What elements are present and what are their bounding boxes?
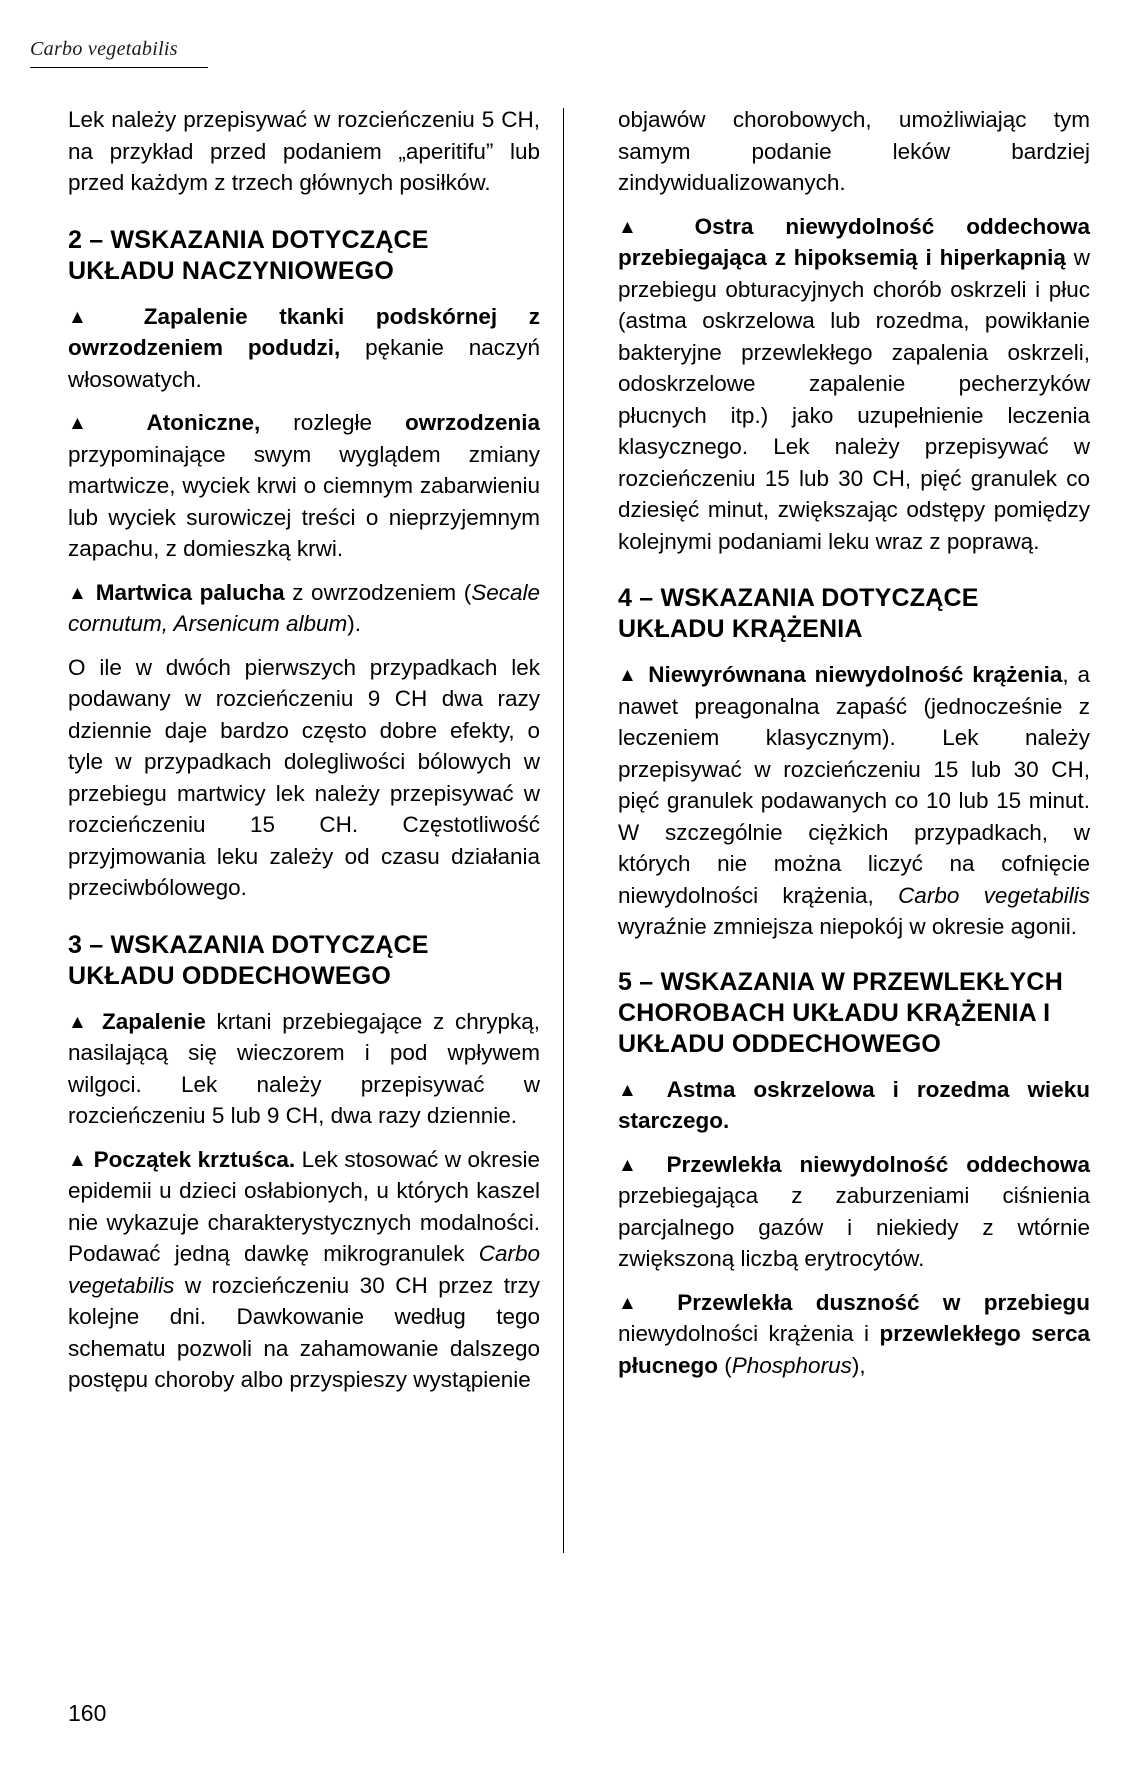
page-number: 160	[68, 1700, 107, 1726]
left-column	[68, 104, 540, 1397]
paragraph: O ile w dwóch pierwszych przypadkach lek podawany w rozcieńczeniu 9 CH dwa razy dziennie daje bardzo często dobre efekty, o tyle w przypadkach dolegliwości bólowych w przebiegu martwicy lek należy przepisywać w rozcieńczeniu 15 CH. Częstotliwość przyjmowania leku zależy od czasu działania przeciwbólowego.	[68, 654, 540, 900]
bullet-text: Lek stosować w okresie epidemii u dzieci osłabionych, u których kaszel nie wykazuje charakterystycznych modalności. Podawać jedną dawkę mikrogranulek	[68, 1146, 540, 1266]
bullet-text: pękanie naczyń włosowatych.	[68, 335, 540, 392]
running-title: Carbo vegetabilis	[30, 38, 178, 60]
bullet-text: rozległe	[260, 410, 405, 435]
bullet-lead-bold: Martwica palucha	[95, 579, 285, 605]
paragraph: Lek należy przepisywać w rozcieńczeniu 5 CH, na przykład przed podaniem „aperitifu” lub przed każdym z trzech głównych posiłków.	[68, 107, 540, 195]
bullet-text: z owrzodzeniem (	[284, 579, 472, 605]
bullet-paragraph	[618, 1149, 1090, 1275]
section-heading: 4 – WSKAZANIA DOTYCZĄCE UKŁADU KRĄŻENIA	[618, 584, 979, 643]
bullet-lead-bold: Początek krztuśca.	[93, 1146, 296, 1172]
section-heading: 5 – WSKAZANIA W PRZEWLEKŁYCH CHOROBACH UKŁADU KRĄŻENIA I UKŁADU ODDECHOWEGO	[618, 967, 1063, 1058]
latin-name-italic: Secale cornutum, Arsenicum album	[68, 579, 540, 636]
bullet-lead-bold: Atoniczne,	[146, 410, 261, 435]
triangle-bullet-icon: ▲	[68, 1149, 88, 1171]
triangle-bullet-icon: ▲	[68, 413, 114, 434]
triangle-bullet-icon: ▲	[68, 1011, 92, 1033]
bullet-text: (	[718, 1352, 732, 1378]
bullet-lead-bold: Przewlekła duszność w przebiegu	[677, 1289, 1090, 1315]
bullet-paragraph	[618, 1287, 1090, 1382]
section-heading: 2 – WSKAZANIA DOTYCZĄCE UKŁADU NACZYNIOWEGO	[68, 225, 429, 285]
right-column	[618, 104, 1090, 1382]
bullet-lead-bold: Ostra niewydolność oddechowa przebiegająca z hipoksemią i hiperkapnią	[618, 213, 1090, 270]
bullet-text: wyraźnie zmniejsza niepokój w okresie agonii.	[618, 914, 1077, 939]
bullet-text: w rozcieńczeniu 30 CH przez trzy kolejne dni. Dawkowanie według tego schematu pozwoli na zahamowanie dalszego postępu choroby albo przyspieszy wystąpienie	[68, 1272, 540, 1392]
bullet-text: przebiegająca z zaburzeniami ciśnienia parcjalnego gazów i niekiedy z wtórnie zwiększoną liczbą erytrocytów.	[618, 1183, 1090, 1271]
bullet-paragraph	[68, 577, 540, 640]
bullet-text: krtani przebiegające z chrypką, nasilającą się wieczorem i pod wpływem wilgoci. Lek należy przepisywać w rozcieńczeniu 5 lub 9 CH, dwa razy dziennie.	[68, 1008, 540, 1128]
bullet-text: ).	[347, 611, 362, 636]
bullet-paragraph	[68, 301, 540, 396]
column-divider	[563, 108, 564, 1553]
bullet-text: niewydolności krążenia i	[618, 1321, 880, 1346]
bullet-paragraph	[618, 1074, 1090, 1137]
triangle-bullet-icon: ▲	[618, 1154, 649, 1176]
triangle-bullet-icon: ▲	[618, 1292, 654, 1314]
bullet-text: ),	[851, 1352, 866, 1378]
bullet-paragraph	[618, 211, 1090, 558]
bullet-lead-bold: Niewyrównana niewydolność krążenia	[648, 662, 1063, 687]
bullet-text: , a nawet preagonalna zapaść (jednocześnie z leczeniem klasycznym). Lek należy przepisywać w rozcieńczeniu 15 lub 30 CH, pięć granulek podawanych co 10 lub 15 minut. W szczególnie ciężkich przypadkach, w których nie można liczyć na cofnięcie niewydolności krążenia,	[618, 662, 1090, 908]
bullet-emphasis-bold: owrzodzenia	[404, 410, 540, 435]
triangle-bullet-icon: ▲	[618, 665, 640, 686]
bullet-paragraph	[618, 659, 1090, 943]
triangle-bullet-icon: ▲	[68, 306, 113, 328]
triangle-bullet-icon: ▲	[618, 1079, 649, 1101]
latin-name-italic: Carbo vegetabilis	[898, 882, 1090, 908]
bullet-text: w przebiegu obturacyjnych chorób oskrzeli i płuc (astma oskrzelowa lub rozedma, powikłanie bakteryjne przewlekłego zapalenia oskrzeli, odoskrzelowe zapalenie pecherzyków płucnych itp.) jako uzupełnienie leczenia klasycznego. Lek należy przepisywać w rozcieńczeniu 15 lub 30 CH, pięć granulek co dziesięć minut, zwiększając odstępy pomiędzy kolejnymi podaniami leku wraz z poprawą.	[618, 245, 1090, 554]
bullet-emphasis-bold: przewlekłego serca płucnego	[618, 1321, 1091, 1378]
bullet-paragraph	[68, 407, 540, 565]
bullet-lead-bold: Przewlekła niewydolność oddechowa	[666, 1151, 1090, 1177]
body-columns	[30, 104, 1113, 1664]
section-heading: 3 – WSKAZANIA DOTYCZĄCE UKŁADU ODDECHOWEGO	[68, 930, 429, 990]
page-header	[30, 38, 430, 68]
bullet-lead-bold: Astma oskrzelowa i rozedma wieku starczego.	[618, 1076, 1090, 1133]
header-rule	[30, 67, 208, 68]
latin-name-italic: Carbo vegetabilis	[68, 1241, 540, 1298]
bullet-lead-bold: Zapalenie tkanki podskórnej z owrzodzeniem podudzi,	[68, 303, 540, 360]
bullet-lead-bold: Zapalenie	[101, 1008, 206, 1034]
bullet-paragraph	[68, 1006, 540, 1132]
bullet-text: przypominające swym wyglądem zmiany martwicze, wyciek krwi o ciemnym zabarwieniu lub wyciek surowiczej treści o nieprzyjemnym zapachu, z domieszką krwi.	[68, 441, 540, 561]
triangle-bullet-icon: ▲	[618, 216, 663, 238]
paragraph: objawów chorobowych, umożliwiając tym samym podanie leków bardziej zindywidualizowanych.	[618, 107, 1090, 195]
latin-name-italic: Phosphorus	[731, 1352, 852, 1378]
bullet-paragraph	[68, 1144, 540, 1396]
triangle-bullet-icon: ▲	[68, 582, 89, 604]
